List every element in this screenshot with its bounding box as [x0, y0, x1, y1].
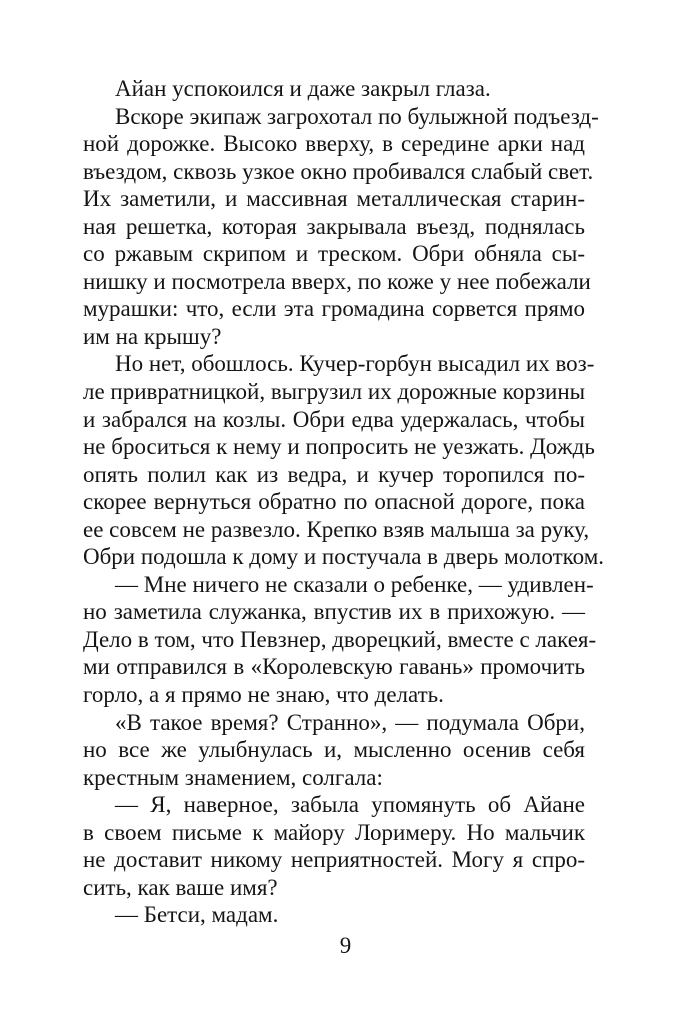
text-line: не доставит никому неприятностей. Могу я спро-: [83, 847, 585, 873]
text-line: «В такое время? Странно», — подумала Обри,: [115, 709, 585, 735]
text-line: ная решетка, которая закрывала въезд, поднялась: [83, 213, 585, 239]
text-line: Обри подошла к дому и постучала в дверь молотком.: [83, 544, 605, 570]
text-line: нишку и посмотрела вверх, по коже у нее побежали: [83, 268, 591, 294]
text-line: ной дорожке. Высоко вверху, в середине арки над: [83, 131, 585, 157]
text-line: не броситься к нему и попросить не уезжать. Дождь: [83, 434, 595, 460]
text-line: крестным знамением, солгала:: [83, 764, 383, 790]
text-line: но заметила служанка, впустив их в прихожую. —: [83, 599, 585, 625]
text-line: им на крышу?: [83, 323, 222, 349]
text-line: — Я, наверное, забыла упомянуть об Айане: [115, 792, 585, 818]
text-line: ее совсем не развезло. Крепко взяв малыша за руку,: [83, 516, 590, 542]
text-line: ле привратницкой, выгрузил их дорожные корзины: [83, 379, 586, 405]
text-line: скорее вернуться обратно по опасной дороге, пока: [83, 489, 585, 515]
text-line: Но нет, обошлось. Кучер-горбун высадил их воз-: [115, 351, 595, 377]
paragraph-1: [83, 75, 585, 103]
text-line: но все же улыбнулась и, мысленно осенив себя: [83, 737, 585, 763]
text-line: Айан успокоился и даже закрыл глаза.: [115, 76, 491, 101]
paragraph-6: [83, 791, 585, 901]
page-number: 9: [339, 933, 352, 958]
text-line: Их заметили, и массивная металлическая старин-: [83, 186, 585, 212]
text-line: — Мне ничего не сказали о ребенке, — удивлен-: [115, 571, 594, 597]
text-line: в своем письме к майору Лоримеру. Но мальчик: [83, 819, 585, 845]
text-line: со ржавым скрипом и треском. Обри обняла сы-: [83, 241, 585, 267]
text-line: — Бетси, мадам.: [115, 902, 279, 928]
text-line: Вскоре экипаж загрохотал по булыжной подъезд-: [115, 103, 599, 129]
paragraph-2: [83, 103, 599, 351]
text-line: горло, а я прямо не знаю, что делать.: [83, 682, 444, 708]
paragraph-5: [83, 709, 585, 792]
paragraph-3: [83, 350, 605, 570]
page-body: [83, 75, 605, 929]
text-line: мурашки: что, если эта громадина сорвется прямо: [83, 296, 585, 322]
text-line: сить, как ваше имя?: [83, 874, 278, 900]
paragraph-7: [83, 901, 585, 929]
text-line: въездом, сквозь узкое окно пробивался слабый свет.: [83, 158, 594, 184]
paragraph-4: [83, 571, 597, 709]
text-line: ми отправился в «Королевскую гавань» промочить: [83, 654, 585, 680]
text-line: Дело в том, что Певзнер, дворецкий, вместе с лакея-: [83, 626, 597, 652]
text-line: опять полил как из ведра, и кучер торопился по-: [83, 461, 585, 487]
text-line: и забрался на козлы. Обри едва удержалась, чтобы: [83, 406, 585, 432]
